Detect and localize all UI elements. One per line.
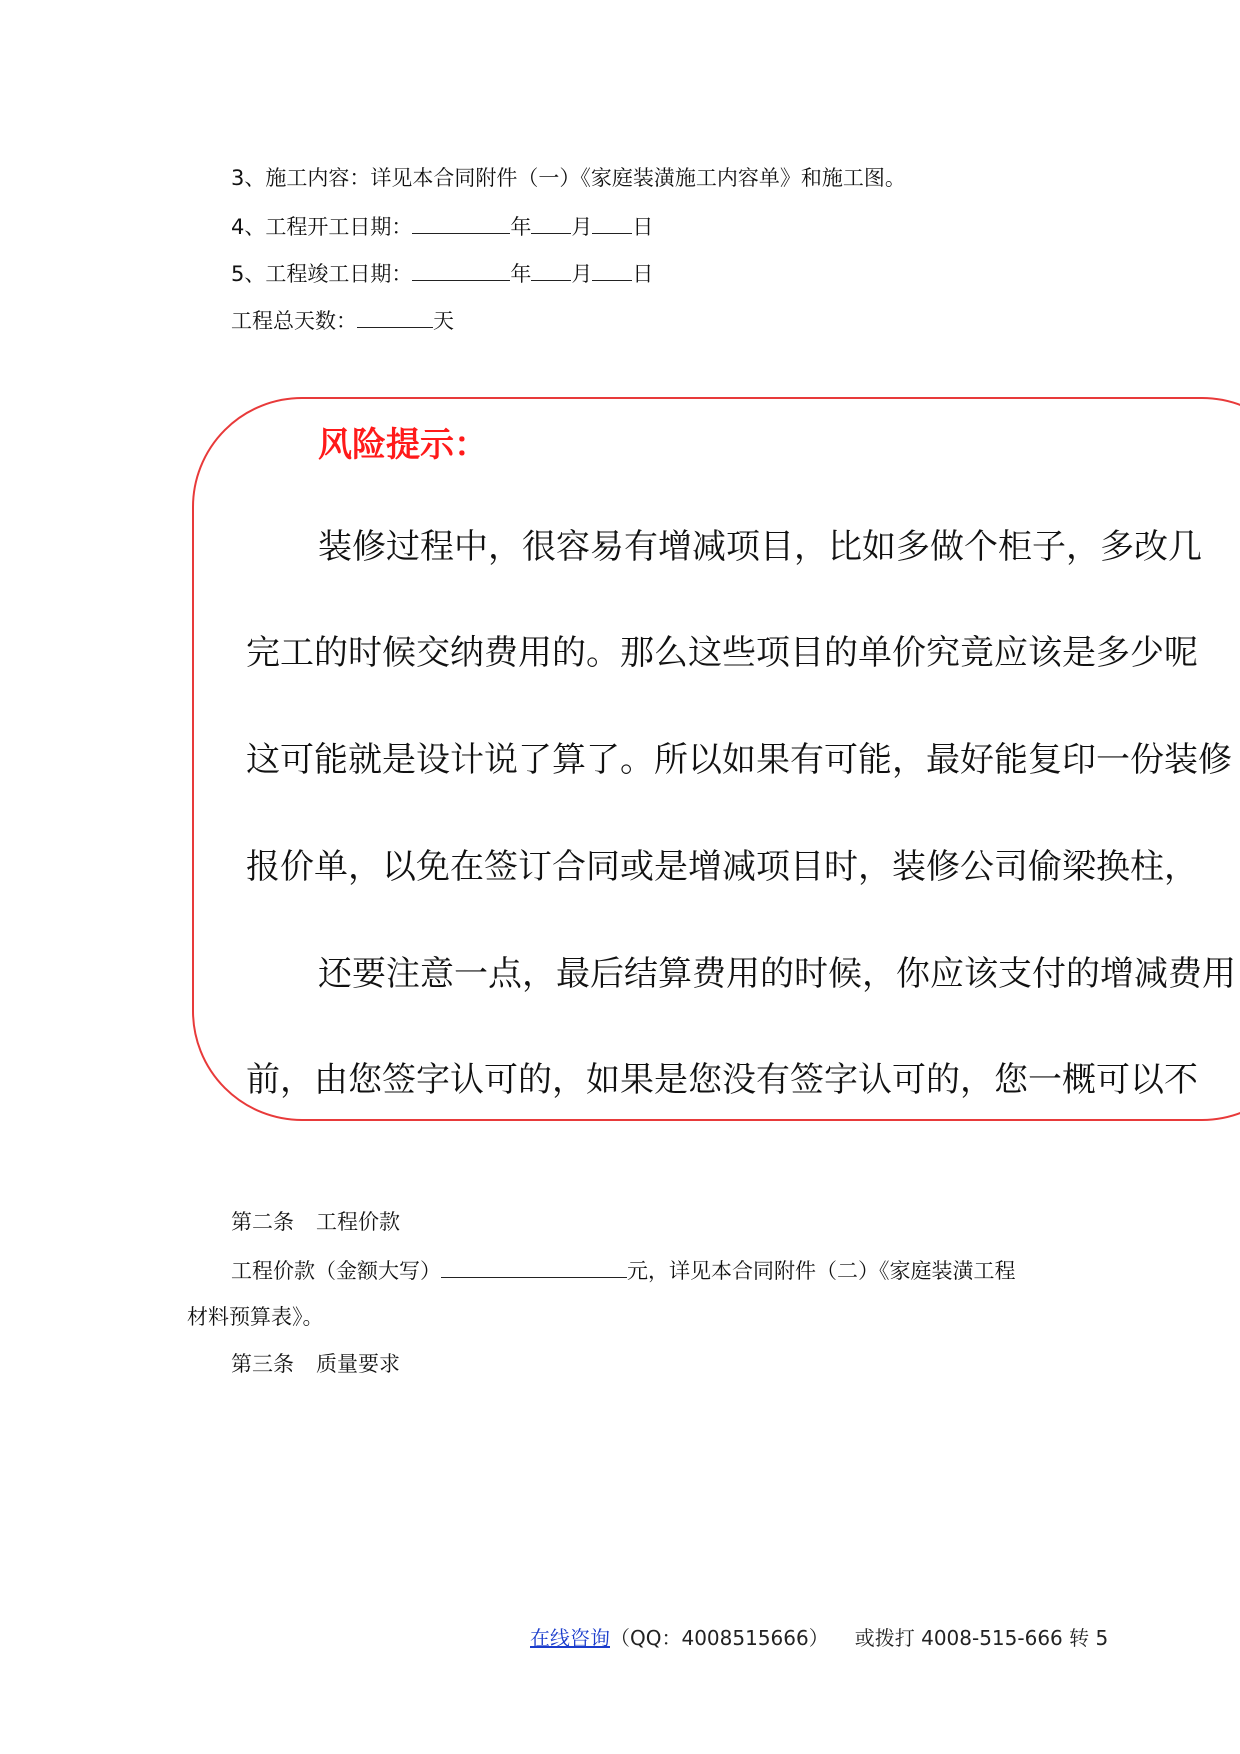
end-year-blank — [412, 258, 510, 281]
footer-phone: 或拨打 4008-515-666 转 5 — [854, 1626, 1109, 1650]
risk-warning-title: 风险提示： — [318, 425, 488, 465]
start-month-blank — [531, 211, 571, 234]
footer-contact — [530, 1624, 1108, 1652]
risk-line-1: 装修过程中，很容易有增减项目，比如多做个柜子，多改几 — [318, 527, 1202, 567]
risk-line-6: 前，由您签字认可的，如果是您没有签字认可的，您一概可以不 — [246, 1060, 1198, 1100]
article-2-heading — [231, 1208, 400, 1236]
article-3-label: 第三条 — [231, 1352, 294, 1376]
end-month-label: 月 — [571, 262, 593, 286]
risk-line-3: 这可能就是设计说了算了。所以如果有可能，最好能复印一份装修 — [246, 740, 1232, 780]
total-days-label: 工程总天数： — [231, 309, 357, 333]
start-date-label: 4、工程开工日期： — [231, 215, 413, 239]
risk-line-2: 完工的时候交纳费用的。那么这些项目的单价究竟应该是多少呢 — [246, 633, 1198, 673]
item-construction-content-text: 3、施工内容：详见本合同附件（一）《家庭装潢施工内容单》和施工图。 — [231, 166, 906, 190]
item-construction-content — [231, 164, 906, 192]
risk-line-5: 还要注意一点，最后结算费用的时候，你应该支付的增减费用 — [318, 954, 1236, 994]
start-day-blank — [592, 211, 632, 234]
item-total-days — [231, 305, 454, 335]
start-year-blank — [412, 211, 510, 234]
article-2-label: 第二条 — [231, 1210, 294, 1234]
start-month-label: 月 — [571, 215, 593, 239]
risk-warning-box — [192, 397, 1240, 1121]
total-days-blank — [357, 305, 433, 328]
article-2-price-continuation: 材料预算表》。 — [187, 1305, 324, 1329]
article-2-price-line — [231, 1255, 1016, 1285]
price-amount-blank — [441, 1255, 627, 1278]
article-2-title: 工程价款 — [316, 1210, 400, 1234]
footer-qq: （QQ：4008515666） — [610, 1626, 829, 1650]
total-days-unit: 天 — [433, 309, 454, 333]
end-day-label: 日 — [632, 262, 654, 286]
end-year-label: 年 — [510, 262, 532, 286]
end-month-blank — [531, 258, 571, 281]
price-suffix: 元，详见本合同附件（二）《家庭装潢工程 — [627, 1259, 1016, 1283]
online-consult-link[interactable]: 在线咨询 — [530, 1626, 610, 1650]
start-day-label: 日 — [632, 215, 654, 239]
item-end-date — [231, 258, 653, 288]
item-start-date — [231, 211, 653, 241]
risk-line-4: 报价单，以免在签订合同或是增减项目时，装修公司偷梁换柱， — [246, 847, 1198, 887]
end-date-label: 5、工程竣工日期： — [231, 262, 413, 286]
end-day-blank — [592, 258, 632, 281]
price-label: 工程价款（金额大写） — [231, 1259, 441, 1283]
article-3-title: 质量要求 — [316, 1352, 400, 1376]
article-3-heading — [231, 1350, 400, 1378]
start-year-label: 年 — [510, 215, 532, 239]
